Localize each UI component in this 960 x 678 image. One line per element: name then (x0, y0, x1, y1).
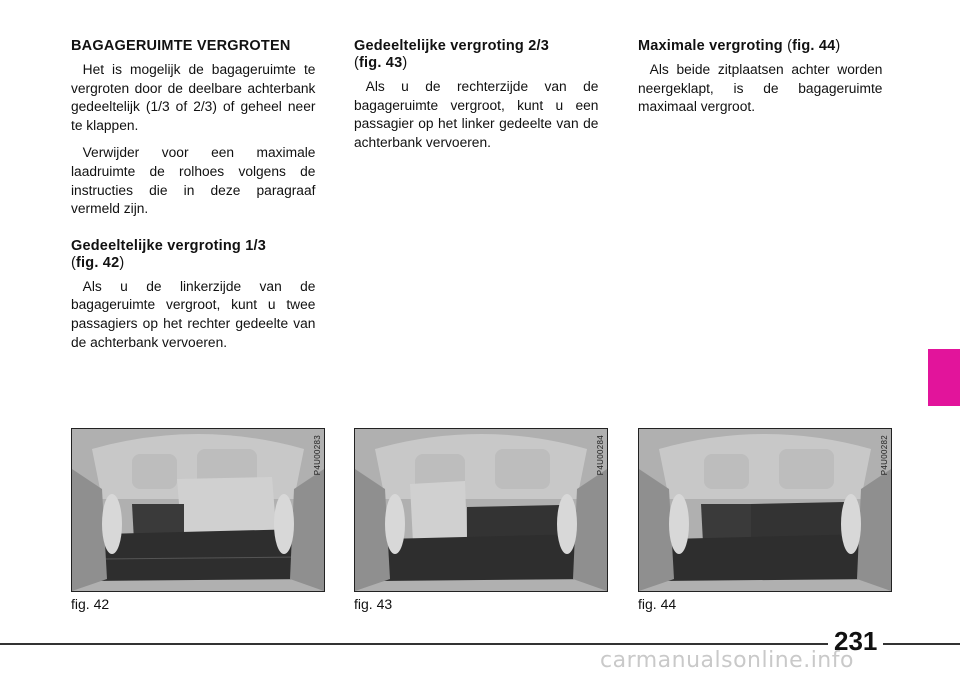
figure-44-code: P4U00282 (880, 435, 889, 476)
figure-44-caption: fig. 44 (638, 596, 677, 612)
fig-ref-43: fig. 43 (359, 55, 403, 71)
car-trunk-illustration (355, 429, 607, 591)
subsection-title-1-3-text: Gedeeltelijke vergroting 1/3 (71, 237, 266, 254)
paragraph-1-3: Als u de linkerzijde van de bagageruimte vergroot, kunt u twee passagiers op het rechter gedeelte van de achterbank vervoeren. (71, 278, 316, 351)
subsection-title-2-3: Gedeeltelijke vergroting 2/3 (fig. 43) (354, 38, 549, 71)
column-3 (638, 38, 890, 126)
subsection-title-2-3-text: Gedeeltelijke vergroting 2/3 (354, 38, 549, 54)
subsection-title-1-3: Gedeeltelijke vergroting 1/3 (fig. 42) (71, 237, 266, 271)
section-title-bagageruimte: BAGAGERUIMTE VERGROTEN (71, 38, 291, 54)
paragraph-intro: Het is mogelijk de bagageruimte te vergroten door de deelbare achterbank gedeeltelijk (1/3 of 2/3) of geheel neer te klappen. (71, 62, 316, 134)
figure-42-image (71, 428, 325, 592)
paragraph-2-3: Als u de rechterzijde van de bagageruimte vergroot, kunt u een passagier op het linker gedeelte van de achterbank vervoeren. (354, 79, 599, 151)
paragraph-max: Als beide zitplaatsen achter worden neergeklapt, is de bagageruimte maximaal vergroot. (638, 62, 883, 116)
figure-43-image (354, 428, 608, 592)
figure-42-caption: fig. 42 (71, 596, 110, 612)
column-2 (354, 38, 606, 161)
car-trunk-illustration (639, 429, 891, 591)
car-trunk-illustration (72, 429, 324, 591)
section-tab-marker (928, 349, 960, 406)
watermark: carmanualsonline.info (600, 648, 854, 673)
fig-ref-44: fig. 44 (792, 38, 836, 54)
figure-43-caption: fig. 43 (354, 596, 393, 612)
subsection-title-max: Maximale vergroting (fig. 44) (638, 38, 841, 54)
fig-ref-42: fig. 42 (76, 254, 120, 271)
figure-44-image (638, 428, 892, 592)
page-number: 231 (828, 626, 883, 657)
paragraph-rolhoes: Verwijder voor een maximale laadruimte de rolhoes volgens de instructies die in deze paragraaf vermeld zijn. (71, 145, 316, 218)
column-1 (71, 38, 323, 361)
footer-rule (0, 643, 960, 645)
figure-42-code: P4U00283 (313, 435, 322, 476)
subsection-title-max-text: Maximale vergroting (638, 38, 783, 54)
figure-43-code: P4U00284 (596, 435, 605, 476)
